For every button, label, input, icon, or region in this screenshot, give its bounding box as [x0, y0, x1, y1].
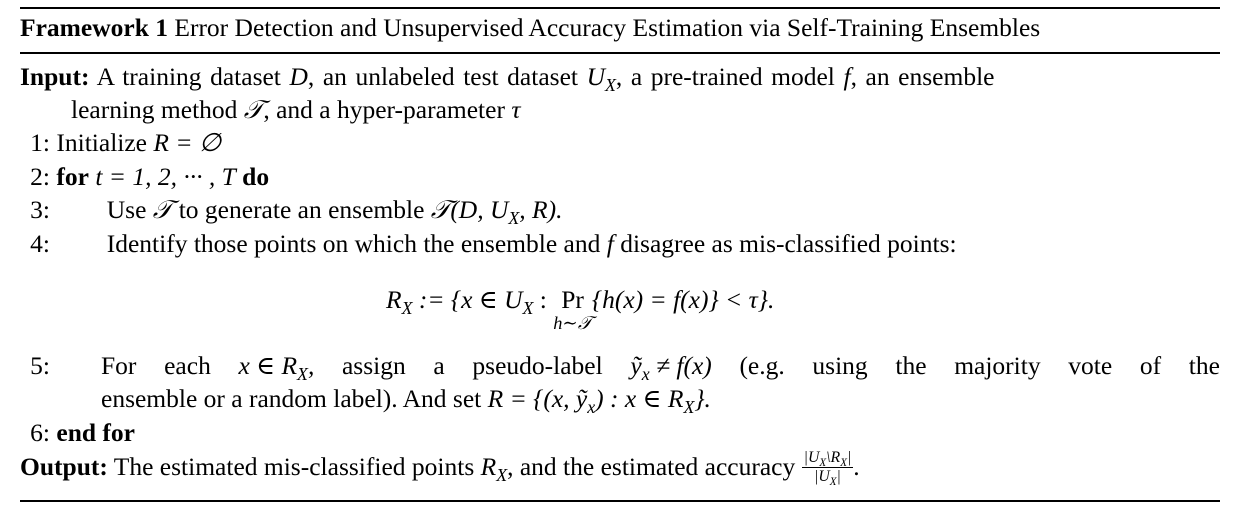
framework-title-line [20, 15, 1040, 41]
step-5-word: (e.g. [739, 351, 785, 380]
framework-title: Error Detection and Unsupervised Accuracy Estimation via Self-Training Ensembles [174, 13, 1041, 42]
fraction-numerator [802, 450, 854, 468]
step-5-line2-math-end: }. [694, 384, 711, 413]
step-5-word: vote [1068, 351, 1113, 380]
keyword-do: do [242, 162, 270, 191]
step-5-word: a [433, 351, 445, 380]
step-1 [0, 130, 221, 156]
input-text-a: A training dataset [96, 62, 281, 91]
step-1-math: R = ∅ [153, 128, 222, 157]
step-5-word: the [1188, 351, 1220, 380]
step-5-line2-math: R = {(x, ỹ [487, 384, 588, 413]
output-line [20, 449, 860, 488]
input-text-c: , a pre-trained model [615, 62, 835, 91]
input-line2-a: learning method [71, 95, 238, 124]
sub-X: X [496, 465, 508, 486]
step-5-word: each [164, 351, 211, 380]
step-3-math: 𝒯(D, U [430, 195, 509, 224]
output-label: Output: [20, 452, 108, 482]
frac-num-end: | [846, 449, 852, 466]
step-5-line2-math-b: ) : x ∈ R [595, 384, 684, 413]
step-number: 3: [30, 195, 50, 224]
input-text-d: , an ensemble [850, 62, 995, 91]
input-text-b: , an unlabeled test dataset [307, 62, 578, 91]
eq-prob-operator [553, 287, 592, 332]
eq-lhs-sub: X [401, 298, 413, 319]
sub-x: x [587, 397, 596, 418]
eq-lhs: R [386, 285, 402, 314]
eq-body: {h(x) = f(x)} < τ}. [591, 285, 775, 314]
output-tail: . [853, 452, 860, 482]
bottom-rule [20, 500, 1220, 502]
step-5-word: For [101, 351, 137, 380]
step-3-text-b: to generate an ensemble [178, 195, 425, 224]
step-3-text-a: Use [106, 195, 147, 224]
frac-den-a: |U [814, 467, 830, 485]
step-4-text-a: Identify those points on which the ensemble and [106, 229, 601, 258]
eq-set-sub: X [522, 298, 534, 319]
frac-den-sub: X [829, 475, 837, 488]
step-6 [0, 420, 135, 446]
step-5-word: the [895, 351, 927, 380]
step-number: 1: [30, 128, 50, 157]
frac-num-sub: X [819, 456, 827, 469]
step-4-text-b: disagree as mis-classified points: [620, 229, 957, 258]
step-2 [0, 164, 269, 190]
accuracy-fraction [802, 449, 854, 488]
step-5-line2-text: ensemble or a random label). And set [101, 384, 482, 413]
output-text-b: , and the estimated accuracy [507, 452, 796, 482]
var-T: 𝒯 [152, 195, 173, 225]
sub-X: X [508, 208, 520, 229]
step-5-num [0, 353, 50, 379]
var-tau: τ [511, 95, 521, 124]
step-5-word: x ∈ $R_X$, [238, 351, 315, 385]
step-number: 6: [30, 418, 50, 447]
step-3 [0, 195, 563, 229]
top-rule [20, 7, 1220, 9]
var-R: R [480, 452, 497, 482]
var-T: 𝒯 [243, 95, 264, 125]
step-number: 5: [30, 351, 50, 380]
step-4 [0, 231, 957, 257]
eq-pr-under: h∼𝒯 [553, 312, 592, 333]
frac-num-sub2: X [840, 456, 847, 469]
step-1-text: Initialize [56, 128, 147, 157]
framework-label: Framework 1 [20, 13, 168, 42]
step-5-word: pseudo-label [472, 351, 603, 380]
frac-num-a: |U [803, 449, 820, 466]
output-text-a: The estimated mis-classified points [113, 452, 475, 482]
step-2-math: t = 1, 2, ··· , T [95, 162, 236, 191]
sub-X: X [604, 75, 616, 96]
step-number: 4: [30, 229, 50, 258]
step-5-word: majority [954, 351, 1041, 380]
keyword-for: for [56, 162, 89, 191]
eq-assign: := {x ∈ U [418, 285, 523, 314]
eq-pr: Pr [561, 285, 584, 314]
input-line2-b: , and a hyper-parameter [263, 95, 505, 124]
input-line-1 [20, 62, 995, 96]
step-5-word: using [812, 351, 868, 380]
input-line-2 [71, 97, 520, 124]
fraction-denominator [802, 467, 854, 488]
var-U: U [586, 62, 605, 91]
step-3-math-end: , R). [519, 195, 563, 224]
var-D: D [289, 62, 308, 91]
step-5-word: assign [341, 351, 406, 380]
header-rule [20, 52, 1220, 54]
sub-X: X [683, 397, 695, 418]
display-equation [386, 287, 774, 332]
var-f: f [843, 62, 851, 91]
var-f: f [606, 229, 614, 258]
keyword-end-for: end for [56, 418, 135, 447]
step-5-line-2 [101, 384, 711, 418]
input-label: Input: [20, 62, 90, 91]
eq-colon: : [539, 285, 547, 314]
frac-num-mid: \R [826, 449, 841, 466]
frac-den-end: | [836, 467, 841, 485]
step-5-word: of [1139, 351, 1162, 380]
step-5-line-1 [101, 351, 1220, 385]
step-5-word: ỹ$_x$ ≠ f(x) [630, 351, 712, 385]
step-number: 2: [30, 162, 50, 191]
